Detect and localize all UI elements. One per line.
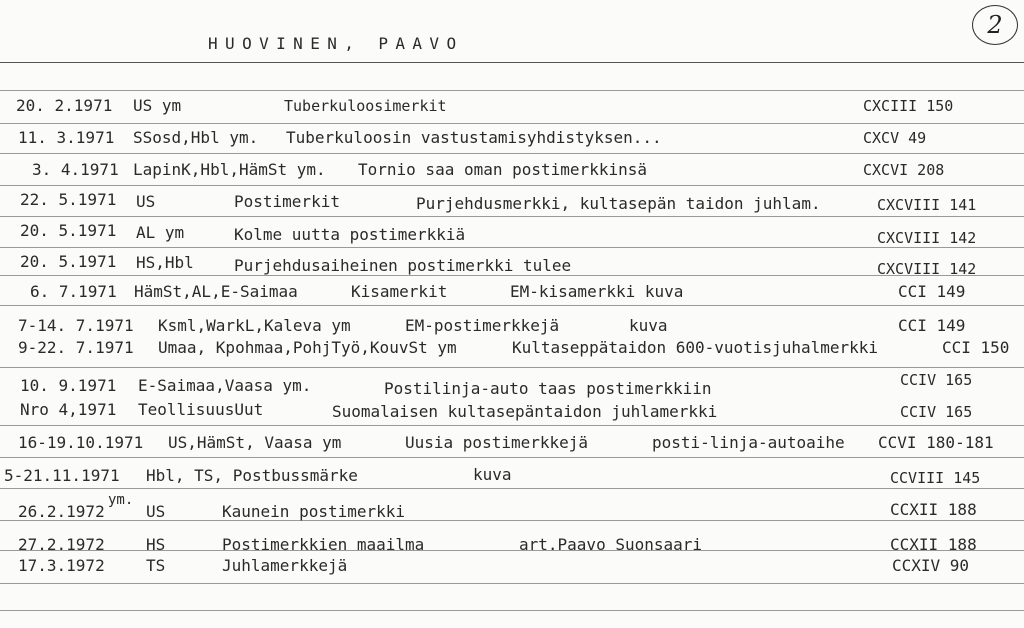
entry-ref: CXCVIII 142	[877, 229, 977, 247]
entry-subject: EM-postimerkkejä	[405, 316, 560, 335]
entry-date: 6. 7.1971	[30, 282, 117, 301]
entry-ref: CCIV 165	[900, 371, 973, 389]
rule-line	[0, 583, 1024, 584]
entry-date: Nro 4,1971	[20, 400, 117, 419]
entry-subject: Kisamerkit	[351, 282, 448, 301]
entry-date: 10. 9.1971	[20, 376, 117, 395]
header-rule	[0, 62, 1024, 63]
entry-date: 27.2.1972	[18, 535, 105, 554]
rule-line	[0, 247, 1024, 248]
entry-source: AL ym	[136, 223, 185, 242]
entry-date: 20. 2.1971	[16, 96, 113, 115]
entry-subject: Uusia postimerkkejä	[405, 433, 589, 452]
entry-ref: CXCVIII 141	[877, 196, 977, 214]
entry-ref: CCXIV 90	[892, 556, 970, 575]
entry-ref: CXCIII 150	[863, 97, 954, 115]
entry-ref: CXCVI 208	[863, 161, 945, 179]
entry-source: US	[146, 502, 166, 521]
entry-ref: CCI 149	[898, 316, 966, 335]
entry-source: HämSt,AL,E-Saimaa	[134, 282, 298, 301]
entry-subject: kuva	[473, 465, 512, 484]
entry-note: Purjehdusmerkki, kultasepän taidon juhlam.	[416, 194, 821, 213]
rule-line	[0, 185, 1024, 186]
entry-date: 9-22. 7.1971	[18, 338, 134, 357]
entry-note: EM-kisamerkki kuva	[510, 282, 684, 301]
entry-date: 20. 5.1971	[20, 221, 117, 240]
entry-source: US ym	[133, 96, 182, 115]
entry-date: 3. 4.1971	[32, 160, 119, 179]
entry-source: US,HämSt, Vaasa ym	[168, 433, 342, 452]
entry-subject: Kultaseppätaidon 600-vuotisjuhalmerkki	[512, 338, 879, 357]
entry-note: art.Paavo Suonsaari	[519, 535, 703, 554]
entry-subject: Suomalaisen kultasepäntaidon juhlamerkki	[332, 402, 718, 421]
rule-line	[0, 216, 1024, 217]
entry-source: TS	[146, 556, 166, 575]
rule-line	[0, 90, 1024, 91]
rule-line	[0, 275, 1024, 276]
entry-ref: CCXII 188	[890, 535, 977, 554]
entry-source: LapinK,Hbl,HämSt ym.	[133, 160, 326, 179]
entry-ref: CCVI 180-181	[878, 433, 994, 452]
entry-ref: CCI 149	[898, 282, 966, 301]
entry-date: 20. 5.1971	[20, 252, 117, 271]
rule-line	[0, 457, 1024, 458]
entry-ref: CXCV 49	[863, 129, 927, 147]
rule-line	[0, 610, 1024, 611]
entry-source: HS,Hbl	[136, 253, 194, 272]
rule-line	[0, 305, 1024, 306]
page-number-circle: 2	[972, 5, 1018, 45]
entry-source: SSosd,Hbl ym.	[133, 128, 259, 147]
entry-note: kuva	[629, 316, 668, 335]
entry-subject: Tuberkuloosimerkit	[284, 97, 447, 115]
entry-date-annotation: ym.	[108, 492, 134, 508]
entry-date: 22. 5.1971	[20, 190, 117, 209]
entry-subject: Postimerkit	[234, 192, 340, 211]
rule-line	[0, 367, 1024, 368]
entry-subject: Juhlamerkkejä	[222, 556, 348, 575]
entry-ref: CCXII 188	[890, 500, 977, 519]
entry-source: US	[136, 192, 156, 211]
entry-date: 26.2.1972	[18, 502, 105, 521]
entry-source: Umaa, Kpohmaa,PohjTyö,KouvSt ym	[158, 338, 457, 357]
rule-line	[0, 425, 1024, 426]
entry-date: 5-21.11.1971	[4, 466, 120, 485]
rule-line	[0, 153, 1024, 154]
entry-date: 16-19.10.1971	[18, 433, 144, 452]
entry-subject: Postilinja-auto taas postimerkkiin	[384, 379, 712, 398]
entry-subject: Tornio saa oman postimerkkinsä	[358, 160, 647, 179]
rule-line	[0, 123, 1024, 124]
entry-ref: CXCVIII 142	[877, 260, 977, 278]
rule-line	[0, 488, 1024, 489]
entry-subject: Purjehdusaiheinen postimerkki tulee	[234, 256, 572, 275]
entry-source: Hbl, TS, Postbussmärke	[146, 466, 358, 485]
entry-ref: CCI 150	[942, 338, 1010, 357]
entry-ref: CCVIII 145	[890, 469, 981, 487]
entry-subject: Kaunein postimerkki	[222, 502, 406, 521]
entry-subject: Postimerkkien maailma	[222, 535, 425, 554]
entry-source: HS	[146, 535, 166, 554]
entry-note: posti-linja-autoaihe	[652, 433, 845, 452]
card-title: HUOVINEN, PAAVO	[208, 34, 464, 53]
entry-subject: Tuberkuloosin vastustamisyhdistyksen...	[286, 128, 662, 147]
entry-source: TeollisuusUut	[138, 400, 264, 419]
entry-ref: CCIV 165	[900, 403, 973, 421]
entry-source: E-Saimaa,Vaasa ym.	[138, 376, 312, 395]
entry-source: Ksml,WarkL,Kaleva ym	[158, 316, 351, 335]
entry-subject: Kolme uutta postimerkkiä	[234, 225, 466, 244]
entry-date: 7-14. 7.1971	[18, 316, 134, 335]
entry-date: 11. 3.1971	[18, 128, 115, 147]
entry-date: 17.3.1972	[18, 556, 105, 575]
